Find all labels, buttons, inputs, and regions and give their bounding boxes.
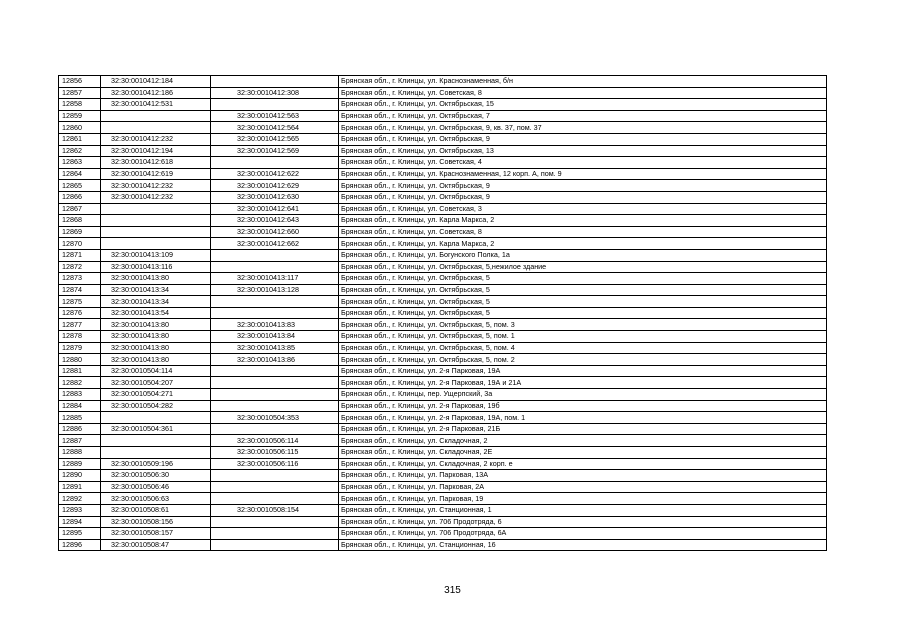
row-number-cell: 12888 [59,447,101,459]
address-cell: Брянская обл., г. Клинцы, ул. Октябрьская, 5 [339,273,827,285]
cadastral-number-cell [101,110,211,122]
row-number-cell: 12882 [59,377,101,389]
address-cell: Брянская обл., г. Клинцы, ул. Краснознаменная, б/н [339,76,827,88]
cadastral-number-cell [101,203,211,215]
table-row [59,273,827,285]
table-row [59,354,827,366]
table-body [59,76,827,551]
address-cell: Брянская обл., г. Клинцы, ул. Станционная, 16 [339,539,827,551]
cadastral-number-cell: 32:30:0010504:114 [101,365,211,377]
address-cell: Брянская обл., г. Клинцы, ул. 2-я Парковая, 19б [339,400,827,412]
address-cell: Брянская обл., г. Клинцы, ул. Октябрьская, 15 [339,99,827,111]
table-row [59,215,827,227]
object-cadastral-number-cell [211,389,339,401]
cadastral-number-cell: 32:30:0010412:232 [101,133,211,145]
row-number-cell: 12877 [59,319,101,331]
object-cadastral-number-cell: 32:30:0010506:114 [211,435,339,447]
table-row [59,203,827,215]
cadastral-number-cell: 32:30:0010413:34 [101,284,211,296]
table-row [59,504,827,516]
cadastral-number-cell: 32:30:0010509:196 [101,458,211,470]
table-row [59,435,827,447]
row-number-cell: 12857 [59,87,101,99]
address-cell: Брянская обл., г. Клинцы, ул. 2-я Парковая, 21Б [339,423,827,435]
row-number-cell: 12892 [59,493,101,505]
row-number-cell: 12874 [59,284,101,296]
object-cadastral-number-cell [211,539,339,551]
cadastral-number-cell [101,447,211,459]
cadastral-number-cell: 32:30:0010504:271 [101,389,211,401]
address-cell: Брянская обл., г. Клинцы, ул. Октябрьская, 5 [339,307,827,319]
address-cell: Брянская обл., г. Клинцы, ул. Октябрьская, 5,нежилое здание [339,261,827,273]
cadastral-number-cell: 32:30:0010412:184 [101,76,211,88]
address-cell: Брянская обл., г. Клинцы, ул. Октябрьская, 9 [339,180,827,192]
row-number-cell: 12879 [59,342,101,354]
address-cell: Брянская обл., г. Клинцы, ул. 706 Продотряда, 6А [339,528,827,540]
cadastral-number-cell: 32:30:0010412:531 [101,99,211,111]
cadastral-number-cell: 32:30:0010412:619 [101,168,211,180]
row-number-cell: 12884 [59,400,101,412]
object-cadastral-number-cell: 32:30:0010413:117 [211,273,339,285]
table-row [59,481,827,493]
table-row [59,342,827,354]
row-number-cell: 12885 [59,412,101,424]
row-number-cell: 12895 [59,528,101,540]
row-number-cell: 12880 [59,354,101,366]
cadastral-number-cell: 32:30:0010413:80 [101,331,211,343]
cadastral-number-cell: 32:30:0010412:618 [101,157,211,169]
table-row [59,238,827,250]
object-cadastral-number-cell [211,481,339,493]
address-cell: Брянская обл., г. Клинцы, ул. 2-я Парковая, 19А [339,365,827,377]
object-cadastral-number-cell [211,261,339,273]
address-cell: Брянская обл., г. Клинцы, ул. Октябрьская, 5, пом. 3 [339,319,827,331]
address-cell: Брянская обл., г. Клинцы, ул. Октябрьская, 5, пом. 1 [339,331,827,343]
table-row [59,423,827,435]
row-number-cell: 12893 [59,504,101,516]
object-cadastral-number-cell: 32:30:0010412:569 [211,145,339,157]
row-number-cell: 12864 [59,168,101,180]
table-row [59,319,827,331]
table-row [59,447,827,459]
table-row [59,133,827,145]
object-cadastral-number-cell [211,493,339,505]
table-row [59,470,827,482]
cadastral-number-cell [101,226,211,238]
address-cell: Брянская обл., г. Клинцы, ул. Парковая, 13А [339,470,827,482]
row-number-cell: 12890 [59,470,101,482]
object-cadastral-number-cell: 32:30:0010412:643 [211,215,339,227]
cadastral-number-cell: 32:30:0010412:232 [101,180,211,192]
cadastral-number-cell: 32:30:0010413:80 [101,319,211,331]
cadastral-number-cell: 32:30:0010413:34 [101,296,211,308]
cadastral-number-cell: 32:30:0010413:80 [101,342,211,354]
row-number-cell: 12878 [59,331,101,343]
object-cadastral-number-cell: 32:30:0010413:84 [211,331,339,343]
row-number-cell: 12889 [59,458,101,470]
cadastral-number-cell [101,238,211,250]
row-number-cell: 12896 [59,539,101,551]
row-number-cell: 12894 [59,516,101,528]
address-cell: Брянская обл., г. Клинцы, ул. 2-я Парковая, 19А, пом. 1 [339,412,827,424]
table-row [59,539,827,551]
row-number-cell: 12870 [59,238,101,250]
address-cell: Брянская обл., г. Клинцы, ул. Октябрьская, 13 [339,145,827,157]
page-number: 315 [444,585,461,596]
table-row [59,226,827,238]
property-table [58,75,827,551]
object-cadastral-number-cell [211,423,339,435]
address-cell: Брянская обл., г. Клинцы, ул. 2-я Парковая, 19А и 21А [339,377,827,389]
address-cell: Брянская обл., г. Клинцы, ул. Складочная, 2 корп. е [339,458,827,470]
address-cell: Брянская обл., г. Клинцы, пер. Ущерпский, 3а [339,389,827,401]
table-row [59,516,827,528]
table-row [59,389,827,401]
row-number-cell: 12866 [59,191,101,203]
object-cadastral-number-cell [211,377,339,389]
object-cadastral-number-cell [211,516,339,528]
object-cadastral-number-cell [211,157,339,169]
object-cadastral-number-cell: 32:30:0010508:154 [211,504,339,516]
object-cadastral-number-cell: 32:30:0010412:565 [211,133,339,145]
row-number-cell: 12891 [59,481,101,493]
row-number-cell: 12875 [59,296,101,308]
address-cell: Брянская обл., г. Клинцы, ул. Парковая, 19 [339,493,827,505]
cadastral-number-cell: 32:30:0010412:232 [101,191,211,203]
address-cell: Брянская обл., г. Клинцы, ул. Парковая, 2А [339,481,827,493]
row-number-cell: 12869 [59,226,101,238]
cadastral-number-cell [101,412,211,424]
address-cell: Брянская обл., г. Клинцы, ул. Краснознаменная, 12 корп. А, пом. 9 [339,168,827,180]
row-number-cell: 12876 [59,307,101,319]
row-number-cell: 12863 [59,157,101,169]
cadastral-number-cell: 32:30:0010506:46 [101,481,211,493]
table-row [59,528,827,540]
table-row [59,99,827,111]
object-cadastral-number-cell: 32:30:0010412:641 [211,203,339,215]
address-cell: Брянская обл., г. Клинцы, ул. 706 Продотряда, 6 [339,516,827,528]
cadastral-number-cell: 32:30:0010412:186 [101,87,211,99]
address-cell: Брянская обл., г. Клинцы, ул. Советская, 3 [339,203,827,215]
object-cadastral-number-cell: 32:30:0010413:86 [211,354,339,366]
table-row [59,377,827,389]
object-cadastral-number-cell: 32:30:0010412:662 [211,238,339,250]
object-cadastral-number-cell: 32:30:0010412:622 [211,168,339,180]
table-row [59,249,827,261]
table-row [59,412,827,424]
cadastral-number-cell [101,122,211,134]
table-row [59,110,827,122]
object-cadastral-number-cell: 32:30:0010413:83 [211,319,339,331]
cadastral-number-cell [101,215,211,227]
cadastral-number-cell: 32:30:0010413:80 [101,354,211,366]
table-row [59,180,827,192]
address-cell: Брянская обл., г. Клинцы, ул. Октябрьская, 7 [339,110,827,122]
row-number-cell: 12862 [59,145,101,157]
cadastral-number-cell: 32:30:0010508:61 [101,504,211,516]
address-cell: Брянская обл., г. Клинцы, ул. Октябрьская, 9, кв. 37, пом. 37 [339,122,827,134]
address-cell: Брянская обл., г. Клинцы, ул. Карла Маркса, 2 [339,238,827,250]
row-number-cell: 12872 [59,261,101,273]
address-cell: Брянская обл., г. Клинцы, ул. Советская, 4 [339,157,827,169]
address-cell: Брянская обл., г. Клинцы, ул. Октябрьская, 5 [339,284,827,296]
address-cell: Брянская обл., г. Клинцы, ул. Станционная, 1 [339,504,827,516]
row-number-cell: 12856 [59,76,101,88]
cadastral-number-cell: 32:30:0010504:361 [101,423,211,435]
table-row [59,191,827,203]
table-row [59,284,827,296]
object-cadastral-number-cell [211,528,339,540]
cadastral-number-cell: 32:30:0010413:109 [101,249,211,261]
table-row [59,493,827,505]
table-row [59,145,827,157]
cadastral-number-cell: 32:30:0010506:63 [101,493,211,505]
table-row [59,168,827,180]
table-row [59,122,827,134]
row-number-cell: 12871 [59,249,101,261]
address-cell: Брянская обл., г. Клинцы, ул. Октябрьская, 5, пом. 4 [339,342,827,354]
address-cell: Брянская обл., г. Клинцы, ул. Складочная, 2Е [339,447,827,459]
object-cadastral-number-cell: 32:30:0010412:660 [211,226,339,238]
row-number-cell: 12873 [59,273,101,285]
cadastral-number-cell: 32:30:0010504:207 [101,377,211,389]
table-row [59,76,827,88]
object-cadastral-number-cell: 32:30:0010412:564 [211,122,339,134]
object-cadastral-number-cell: 32:30:0010412:308 [211,87,339,99]
object-cadastral-number-cell [211,400,339,412]
address-cell: Брянская обл., г. Клинцы, ул. Советская, 8 [339,87,827,99]
table-row [59,87,827,99]
object-cadastral-number-cell [211,76,339,88]
cadastral-number-cell: 32:30:0010413:80 [101,273,211,285]
object-cadastral-number-cell [211,307,339,319]
address-cell: Брянская обл., г. Клинцы, ул. Карла Маркса, 2 [339,215,827,227]
object-cadastral-number-cell [211,249,339,261]
table-row [59,400,827,412]
cadastral-number-cell: 32:30:0010508:156 [101,516,211,528]
cadastral-number-cell [101,435,211,447]
object-cadastral-number-cell [211,365,339,377]
address-cell: Брянская обл., г. Клинцы, ул. Октябрьская, 9 [339,133,827,145]
table-row [59,157,827,169]
row-number-cell: 12867 [59,203,101,215]
cadastral-number-cell: 32:30:0010508:47 [101,539,211,551]
table-row [59,307,827,319]
cadastral-number-cell: 32:30:0010506:30 [101,470,211,482]
address-cell: Брянская обл., г. Клинцы, ул. Богунского Полка, 1а [339,249,827,261]
object-cadastral-number-cell: 32:30:0010412:629 [211,180,339,192]
address-cell: Брянская обл., г. Клинцы, ул. Октябрьская, 5 [339,296,827,308]
object-cadastral-number-cell: 32:30:0010413:128 [211,284,339,296]
row-number-cell: 12859 [59,110,101,122]
row-number-cell: 12860 [59,122,101,134]
object-cadastral-number-cell: 32:30:0010412:630 [211,191,339,203]
object-cadastral-number-cell: 32:30:0010506:115 [211,447,339,459]
object-cadastral-number-cell: 32:30:0010506:116 [211,458,339,470]
row-number-cell: 12858 [59,99,101,111]
row-number-cell: 12861 [59,133,101,145]
address-cell: Брянская обл., г. Клинцы, ул. Складочная, 2 [339,435,827,447]
cadastral-number-cell: 32:30:0010508:157 [101,528,211,540]
table-row [59,331,827,343]
row-number-cell: 12881 [59,365,101,377]
object-cadastral-number-cell: 32:30:0010412:563 [211,110,339,122]
address-cell: Брянская обл., г. Клинцы, ул. Октябрьская, 9 [339,191,827,203]
object-cadastral-number-cell: 32:30:0010413:85 [211,342,339,354]
address-cell: Брянская обл., г. Клинцы, ул. Октябрьская, 5, пом. 2 [339,354,827,366]
table-row [59,261,827,273]
row-number-cell: 12883 [59,389,101,401]
row-number-cell: 12868 [59,215,101,227]
object-cadastral-number-cell [211,296,339,308]
row-number-cell: 12886 [59,423,101,435]
table-row [59,365,827,377]
object-cadastral-number-cell [211,470,339,482]
cadastral-number-cell: 32:30:0010413:54 [101,307,211,319]
cadastral-number-cell: 32:30:0010412:194 [101,145,211,157]
table-row [59,296,827,308]
object-cadastral-number-cell: 32:30:0010504:353 [211,412,339,424]
row-number-cell: 12865 [59,180,101,192]
object-cadastral-number-cell [211,99,339,111]
address-cell: Брянская обл., г. Клинцы, ул. Советская, 8 [339,226,827,238]
table-row [59,458,827,470]
row-number-cell: 12887 [59,435,101,447]
cadastral-number-cell: 32:30:0010413:116 [101,261,211,273]
cadastral-number-cell: 32:30:0010504:282 [101,400,211,412]
